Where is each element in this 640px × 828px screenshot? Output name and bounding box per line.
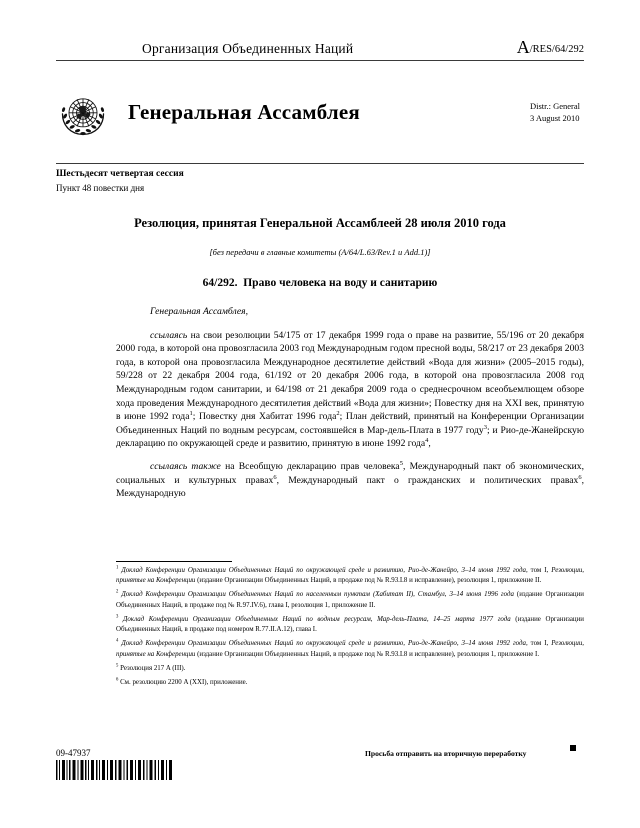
para1-text: на свои резолюции 54/175 от 17 декабря 1999 года о праве на развитие, 55/196 от 20 декабря 2000 года, в которой она провозгласила 2003 год Международным годом пресной воды, 58/217 от 23 декабря 2003 года, в которой она провозгласила Международное десятилетие действий «Вода для жизни» (2005–2015 годы), 59/228 от 22 декабря 2004 года, 61/192 от 20 декабря 2006 года, в которой она провозгласила 2008 год Международным годом санитарии, и 64/198 от 21 декабря 2009 года о среднесрочном всеобъемлющем обзоре хода проведения Международного десятилетия действий «Вода для жизни»; Повестку дня на XXI век, принятую в июне 1992 года [116,329,584,423]
footnote-list [116,566,584,692]
para1-text-c: ; План действий, принятый на Конференции Организации Объединенных Наций по водным ресурсам, состоявшейся в Мар-дель-Плата в 1977 году [116,411,584,436]
para2-lead-in: ссылаясь также [150,461,221,473]
para2-text-c: , Международный пакт о гражданских и политических правах [276,474,579,486]
footnote-rest: том I, [527,567,552,574]
para1-text-d: ; и Рио-де-Жанейрскую декларацию по окружающей среде и развитию, принятую в июне 1992 года [116,424,584,450]
session-rule [56,163,584,164]
committee-note: [без передачи в главные комитеты (A/64/L.63/Rev.1 и Add.1)] [209,247,431,257]
document-symbol-number: /RES/64/292 [529,44,584,55]
para2-text-b: , Международный пакт об экономических, социальных и культурных правах [116,461,584,486]
organization-name: Организация Объединенных Наций [142,41,354,57]
footnote-ref-6b: 6 [578,473,582,481]
footnote-rest-2: (издание Организации Объединенных Наций, в продаже под № R.93.I.8 и исправление), резолюция 1, приложение II. [195,577,542,585]
footnote-italic-2: Резолюции, принятые на Конференции [116,567,584,585]
salutation: Генеральная Ассамблея, [150,306,249,317]
footnote-rest: (издание Организации Объединенных Наций, в продаже под № R.97.IV.6), глава I, резолюция 1, приложение II. [116,591,584,609]
footnote-rest: Резолюция 217 A (III). [120,664,186,672]
document-symbol [517,38,584,57]
resolution-number-title [56,277,584,289]
un-emblem-icon [56,88,110,142]
barcode-icon [56,760,174,780]
footnote-item [116,615,584,635]
footnote-italic-2: Резолюции, принятые на Конференции [116,640,584,658]
distribution-block [530,100,584,125]
footnote-marker: 3 [116,614,119,620]
footnote-rest: См. резолюцию 2200 A (XXI), приложение. [120,678,248,686]
masthead-rule [56,60,584,61]
document-symbol-letter: A [516,37,530,57]
para2-text: на Всеобщую декларацию прав человека [220,461,400,473]
footnote-italic: Доклад Конференции Организации Объединенных Наций по населенным пунктам (Хабитат II), Стамбул, 3–14 июня 1996 года [121,591,514,599]
para1-text-e: , [428,438,431,450]
recycle-note: Просьба отправить на вторичную переработку [365,749,527,758]
footnote-rest-2: (издание Организации Объединенных Наций, в продаже под № R.93.I.8 и исправление), резолюция 1, приложение I. [195,650,540,658]
footnote-ref-6a: 6 [273,473,277,481]
page-title: Генеральная Ассамблея [128,100,360,124]
resolution-body [116,305,584,510]
footnote-italic: Доклад Конференции Организации Объединенных Наций по окружающей среде и развитию, Рио-де-Жанейро, 3–14 июня 1992 года, [121,567,528,574]
footnote-item [116,566,584,586]
document-date: 3 August 2010 [529,113,580,124]
footnote-ref-2: 2 [336,410,340,418]
preamble-paragraph-2 [116,460,584,501]
footnote-item [116,678,584,688]
resolution-heading: Резолюция, принятая Генеральной Ассамблеей 28 июля 2010 года [134,216,506,230]
recycle-icon [570,745,576,751]
distribution-type: Distr.: General [529,101,580,111]
footnote-marker: 5 [116,663,119,669]
footnote-ref-4: 4 [425,437,429,445]
footnote-rest: (издание Организации Объединенных Наций, в продаже под номером R.77.II.A.12), глава I. [116,615,584,634]
session-title: Шестьдесят четвертая сессия [56,169,184,179]
footnote-ref-5: 5 [399,459,403,467]
footnote-ref-3: 3 [483,423,487,431]
masthead [56,38,584,61]
agenda-item: Пункт 48 повестки дня [56,182,145,193]
resolution-title: Право человека на воду и санитарию [243,277,438,289]
session-block [56,168,184,195]
footnote-marker: 1 [116,565,119,571]
footnote-item [116,639,584,659]
para1-text-b: ; Повестку дня Хабитат 1996 года [192,411,337,423]
para1-lead-in: ссылаясь [150,329,188,341]
footnote-ref-1: 1 [189,410,193,418]
general-assembly-header [56,86,584,142]
preamble-paragraph-1 [116,329,584,451]
job-number: 09-47937 [56,748,91,758]
footnote-marker: 6 [116,677,119,683]
footnote-item [116,590,584,610]
footnote-separator [116,561,232,562]
resolution-number: 64/292. [202,277,238,289]
footnote-italic: Доклад Конференции Организации Объединенных Наций по окружающей среде и развитию, Рио-де-Жанейро, 3–14 июня 1992 года, [121,640,528,648]
footnote-item [116,664,584,674]
footnote-rest: том I, [527,640,552,648]
footnote-marker: 4 [116,639,119,645]
para2-text-d: , Международную [116,474,584,500]
footnote-marker: 2 [116,590,119,596]
footnote-italic: Доклад Конференции Организации Объединенных Наций по водным ресурсам, Мар-дель-Плата, 14–25 марта 1977 года [122,615,511,623]
